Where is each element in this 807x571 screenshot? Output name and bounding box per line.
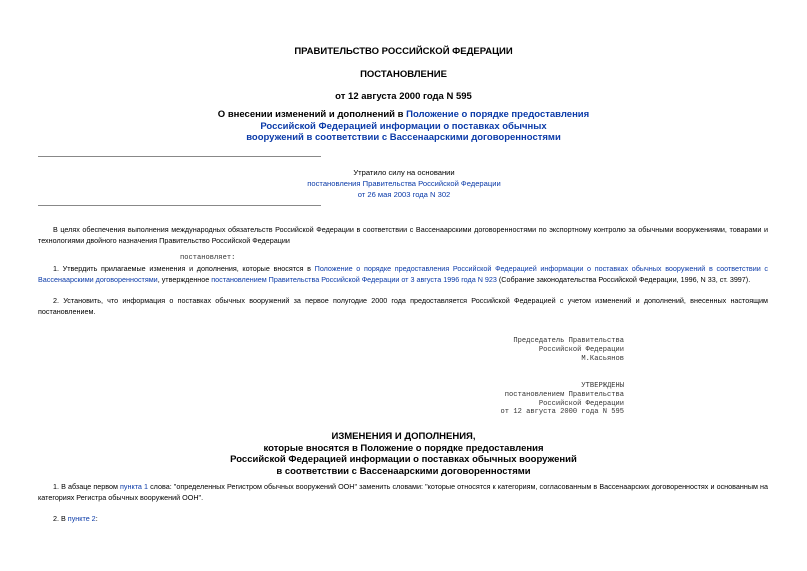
document-type: ПОСТАНОВЛЕНИЕ — [360, 69, 447, 80]
annex-item-1-text: слова: "определенных Регистром обычных вооружений ООН" заменить словами: "которые относятся к категориям, согласованным в Вассенаарских договоренностях и основанным на категориях Регистра обычных вооружений ООН". — [38, 482, 768, 502]
separator-bottom — [38, 205, 321, 206]
document-subject — [0, 109, 807, 144]
subject-link-line3[interactable]: вооружений в соответствии с Вассенаарскими договоренностями — [246, 132, 561, 143]
item-1-link-regulation[interactable]: Положение о порядке предоставления Российской Федерацией информации о поставках обычных вооружений в соответствии с Вассенаарскими договоренностями — [38, 264, 768, 284]
subject-link-regulation[interactable]: Положение о порядке предоставления — [406, 109, 590, 120]
status-note-link-date[interactable]: от 26 мая 2003 года N 302 — [357, 190, 451, 199]
approval-date: от 12 августа 2000 года N 595 — [500, 408, 624, 417]
annex-item-2-prefix: 2. В — [53, 514, 68, 523]
annex-item-2-suffix: : — [95, 514, 98, 523]
annex-item-1-prefix: 1. В абзаце первом — [53, 482, 121, 491]
document-date-number: от 12 августа 2000 года N 595 — [335, 91, 472, 102]
annex-item-2-link[interactable]: пункте 2 — [67, 514, 96, 523]
government-name: ПРАВИТЕЛЬСТВО РОССИЙСКОЙ ФЕДЕРАЦИИ — [294, 46, 513, 57]
signature-name: М.Касьянов — [581, 354, 624, 363]
approval-country: Российской Федерации — [538, 399, 624, 408]
preamble-paragraph: В целях обеспечения выполнения международных обязательств Российской Федерации в соответствии с Вассенаарскими договоренностями по экспортному контролю за обычными вооружениями, товарами и технологиями двойного назначения Правительство Российской Федерации — [38, 225, 768, 245]
item-1-paragraph — [38, 264, 768, 285]
annex-item-1 — [38, 482, 768, 503]
annex-item-1-link[interactable]: пункта 1 — [120, 482, 148, 491]
annex-title-line3: Российской Федерацией информации о поставках обычных вооружений — [230, 454, 577, 465]
approval-title: УТВЕРЖДЕНЫ — [581, 382, 624, 390]
item-1-suffix: (Собрание законодательства Российской Федерации, 1996, N 33, ст. 3997). — [496, 274, 751, 284]
annex-title-line2: которые вносятся в Положение о порядке предоставления — [263, 442, 544, 454]
approval-block — [501, 382, 624, 417]
signature-country: Российской Федерации — [538, 345, 624, 354]
annex-title-line1: ИЗМЕНЕНИЯ И ДОПОЛНЕНИЯ, — [331, 431, 476, 442]
subject-prefix: О внесении изменений и дополнений в — [217, 109, 407, 120]
approval-by: постановлением Правительства — [504, 390, 624, 399]
item-1-mid: , утвержденное — [157, 274, 212, 284]
item-2-paragraph: 2. Установить, что информация о поставках обычных вооружений за первое полугодие 2000 года предоставляется Российской Федерацией с учетом изменений и дополнений, внесенных настоящим постановлением. — [38, 296, 768, 316]
separator-top — [38, 156, 321, 157]
subject-link-line2[interactable]: Российской Федерацией информации о поставках обычных — [260, 120, 547, 132]
annex-title — [0, 431, 807, 477]
signature-position: Председатель Правительства — [513, 337, 624, 345]
item-1-prefix: 1. Утвердить прилагаемые изменения и дополнения, которые вносятся в — [53, 264, 315, 273]
status-note — [300, 167, 508, 200]
annex-title-line4: в соответствии с Вассенаарскими договоренностями — [276, 465, 531, 477]
signature-block — [513, 337, 624, 363]
item-1-link-resolution[interactable]: постановлением Правительства Российской Федерации от 3 августа 1996 года N 923 — [211, 274, 497, 284]
status-note-link[interactable]: постановления Правительства Российской Федерации — [307, 179, 501, 188]
status-note-text: Утратило силу на основании — [353, 168, 455, 177]
decrees-word: постановляет: — [180, 254, 236, 262]
annex-item-2 — [38, 514, 768, 525]
